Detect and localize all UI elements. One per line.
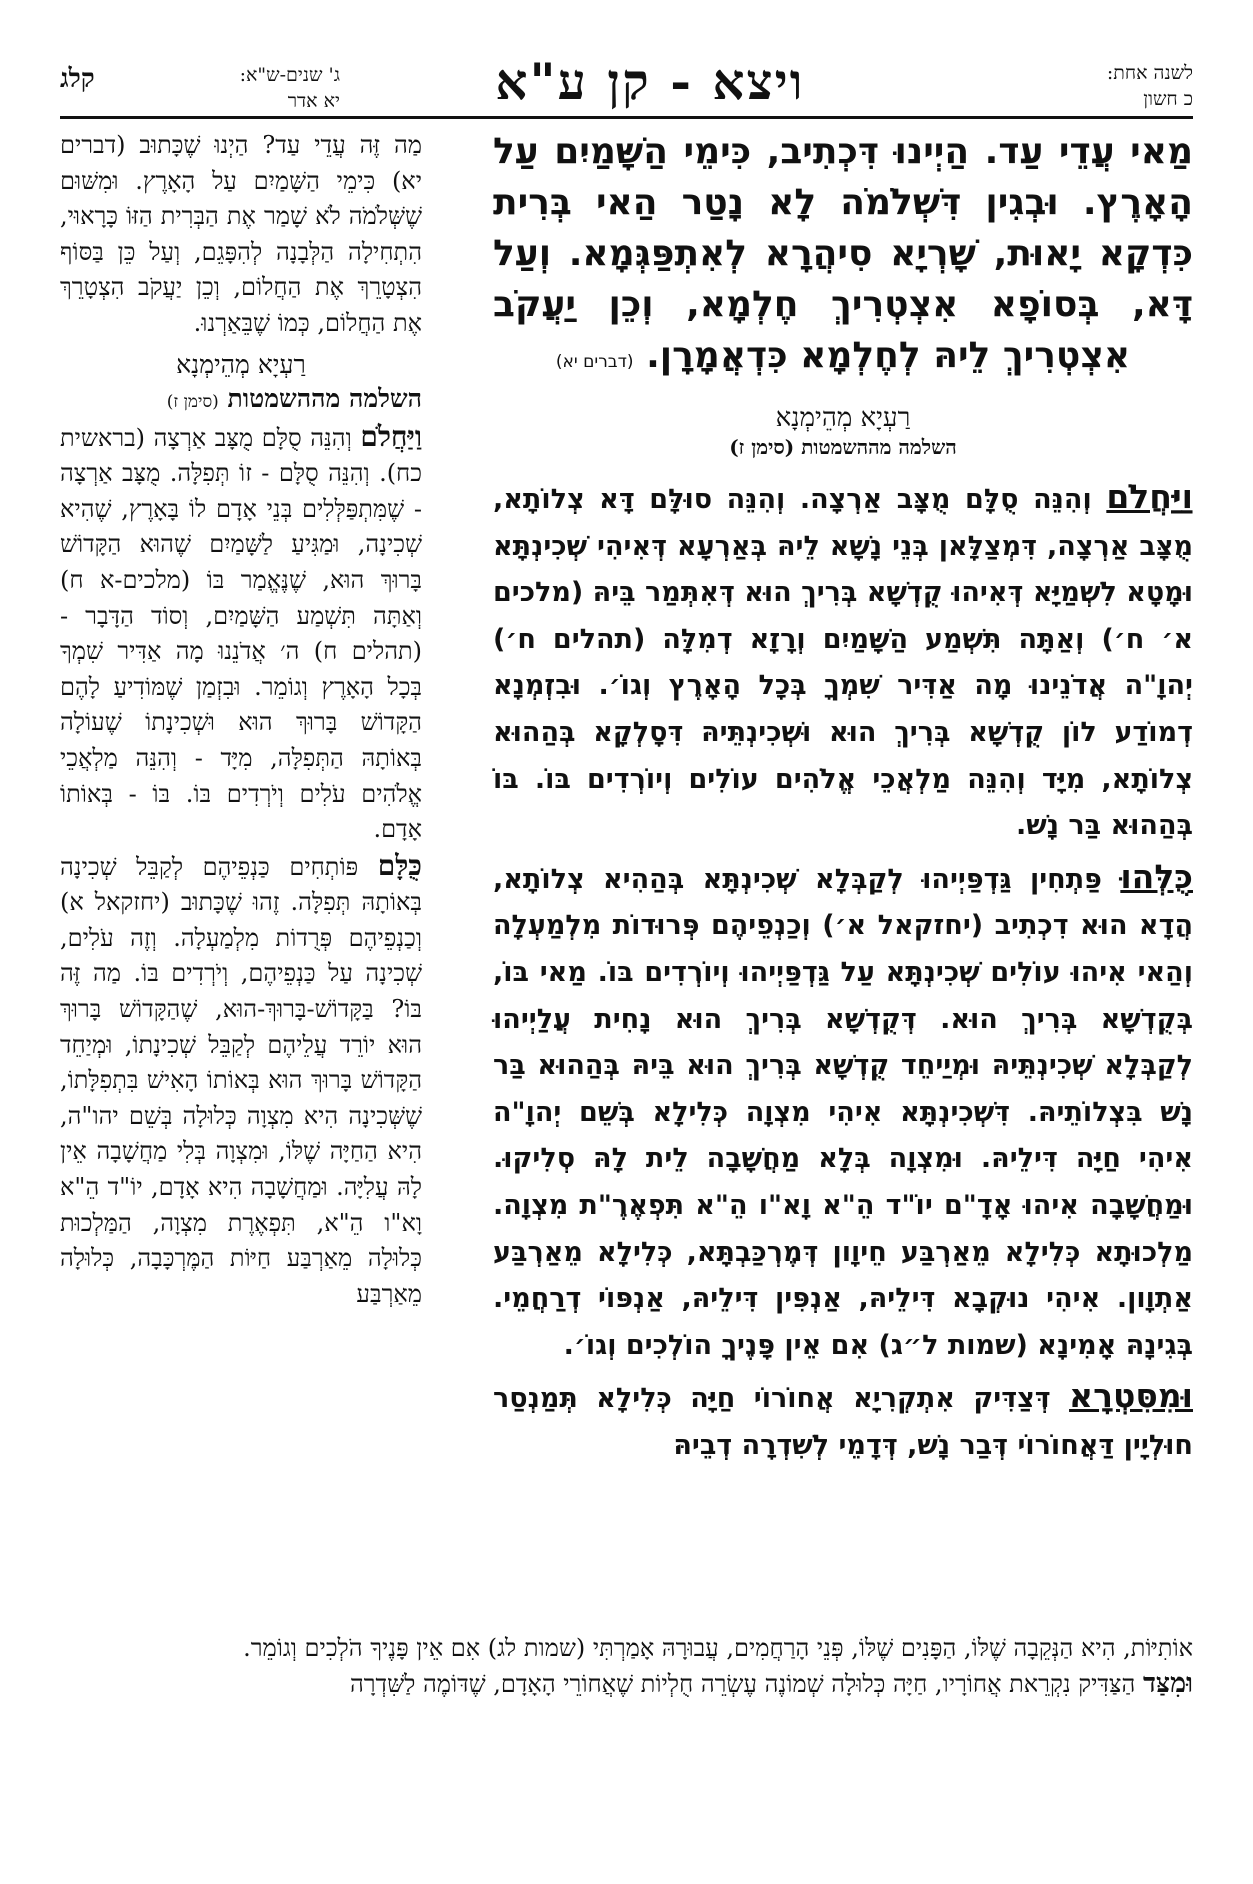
translation-paragraph (60, 848, 422, 1313)
paragraph (493, 474, 1193, 850)
page-number: קלג (60, 64, 95, 94)
translation-section-title: רַעְיָא מְהֵימְנָא (176, 349, 306, 379)
translation-section-subtitle (60, 382, 422, 419)
paragraph-lead-word: כֻּלְּהוּ (1120, 856, 1193, 896)
paragraph-text: פַּתְחִין גַּדְפַּיְיהוּ לְקַבְּלָא שְׁכִינְתָּא בְּהַהִיא צְלוֹתָא, הֲדָא הוּא דִכְתִיב (יחזקאל א׳) וְכַנְפֵיהֶם פְּרוּדוֹת מִלְמַעְלָה וְהַאי אִיהוּ עוֹלִים שְׁכִינְתָּא עַל גַּדְפַּיְיהוּ וְיוֹרְדִים בּוֹ. מַאי בּוֹ, בְּקֻדְשָׁא בְּרִיךְ הוּא. דְּקֻדְשָׁא בְּרִיךְ הוּא נָחִית עֲלַיְיהוּ לְקַבְּלָא שְׁכִינְתֵּיהּ וּמְיַיחֵד קֻדְשָׁא בְּרִיךְ הוּא בֵּיהּ בְּהַהוּא בַּר נָשׁ בִּצְלוֹתֵיהּ. דִּשְׁכִינְתָּא אִיהִי מִצְוָה כְּלִילָא בְּשֵׁם יְהוָ"ה אִיהִי חַיָּה דִּילֵיהּ. וּמִצְוָה בְּלָא מַחֲשָׁבָה לֵית לָהּ סְלִיקוּ. וּמַחֲשָׁבָה אִיהוּ אָדָ"ם יוֹ"ד הֵ"א וָא"ו הֵ"א תִּפְאֶרֶ"ת מִצְוָה. מַלְכוּתָא כְּלִילָא מֵאַרְבַּע חֵיוָון דְּמֶרְכַּבְתָּא, כְּלִילָא מֵאַרְבַּע אַתְוָון. אִיהִי נוּקְבָא דִּילֵיהּ, אַנְפִּין דִּילֵיהּ, אַנְפּוֹי דְרַחֲמֵי. בְּגִינָהּ אָמִינָא (שמות ל״ג) אִם אֵין פָּנֶיךָ הוֹלְכִים וְגוֹ׳. (493, 863, 1193, 1361)
paragraph-lead-word: וַיַּחֲלֹם (360, 419, 422, 453)
source-reference: (דברים יא) (555, 352, 634, 372)
paragraph-lead-word: וּמִצַּד (1142, 1668, 1193, 1699)
header-divider (60, 116, 1193, 119)
opening-text: מַאי עֲדֵי עַד. הַיְינוּ דִּכְתִיב, כִּימֵי הַשָּׁמַיִם עַל הָאָרֶץ. וּבְגִין דִּשְׁלֹמֹה לָא נָטַר הַאי בְּרִית כִּדְקָא יָאוּת, שָׁרְיָא סִיהֲרָא לְאִתְפַּגְּמָא. וְעַל דָּא, בְּסוֹפָא אִצְטְרִיךְ חֶלְמָא, וְכֵן יַעֲקֹב אִצְטְרִיךְ לֵיהּ לְחֶלְמָא כִּדְאֲמָרָן. (493, 131, 1193, 376)
translation-paragraph (60, 1666, 1193, 1702)
paragraph-text: הַצַּדִּיק נִקְרֵאת אֲחוֹרָיו, חַיָּה כְּלוּלָה שְׁמוֹנֶה עֶשְׂרֵה חֻלְיוֹת שֶׁאֲחוֹרֵי הָאָדָם, שֶׁדּוֹמֶה לַשִּׁדְרָה (349, 1670, 1136, 1698)
opening-paragraph (493, 126, 1193, 388)
section-subtitle: השלמה מההשמטות (סימן ז) (729, 435, 957, 459)
translation-column (60, 128, 422, 1628)
translation-paragraph (60, 419, 422, 848)
paragraph-text: וְהִנֵּה סֻלָּם מֻצָּב אַרְצָה (בראשית כח). וְהִנֵּה סֻלָּם - זוֹ תְּפִלָּה. מֻצָּב אַרְצָה - שֶׁמִּתְפַּלְּלִים בְּנֵי אָדָם לוֹ בָּאָרֶץ, שֶׁהִיא שְׁכִינָה, וּמַגִּיעַ לַשָּׁמַיִם שֶׁהוּא הַקָּדוֹשׁ בָּרוּךְ הוּא, שֶׁנֶּאֱמַר בּוֹ (מלכים-א ח) וְאַתָּה תִּשְׁמַע הַשָּׁמַיִם, וְסוֹד הַדָּבָר - (תהלים ח) ה׳ אֲדֹנֵנוּ מָה אַדִּיר שִׁמְךָ בְּכָל הָאָרֶץ וְגוֹמֵר. וּבִזְמַן שֶׁמּוֹדִיעַ לָהֶם הַקָּדוֹשׁ בָּרוּךְ הוּא וּשְׁכִינָתוֹ שֶׁעוֹלָה בְּאוֹתָהּ הַתְּפִלָּה, מִיָּד - וְהִנֵּה מַלְאֲכֵי אֱלֹהִים עֹלִים וְיֹרְדִים בּוֹ. בּוֹ - בְּאוֹתוֹ אָדָם. (60, 423, 422, 844)
translation-continuation-line: אוֹתִיּוֹת, הִיא הַנְּקֵבָה שֶׁלּוֹ, הַפָּנִים שֶׁלּוֹ, פְּנֵי הָרַחֲמִים, עֲבוּרָהּ אָמַרְתִּי (שמות לג) אִם אֵין פָּנֶיךָ הֹלְכִים וְגוֹמֵר. (243, 1634, 1193, 1662)
translation-continuation (60, 1630, 1193, 1702)
section-title: רַעְיָא מְהֵימְנָא (775, 403, 911, 433)
paragraph (493, 854, 1193, 1370)
paragraph-lead-word: וּמִסִּטְרָא (1069, 1376, 1193, 1416)
paragraph-lead-word: כֻּלָּם (377, 848, 422, 882)
translation-opening: מַה זֶּה עֲדֵי עַד? הַיְנוּ שֶׁכָּתוּב (דברים יא) כִּימֵי הַשָּׁמַיִם עַל הָאָרֶץ. וּמִשּׁוּם שֶׁשְּׁלֹמֹה לֹא שָׁמַר אֶת הַבְּרִית הַזּוֹ כָּרָאוּי, הִתְחִילָה הַלְּבָנָה לְהִפָּגֵם, וְעַל כֵּן בַּסּוֹף הִצְטָרֵךְ אֶת הַחֲלוֹם, וְכֵן יַעֲקֹב הִצְטָרֵךְ אֶת הַחֲלוֹם, כְּמוֹ שֶׁבֵּאַרְנוּ. (60, 131, 422, 337)
paragraph-text: פּוֹתְחִים כַּנְפֵיהֶם לְקַבֵּל שְׁכִינָה בְּאוֹתָהּ תְּפִלָּה. זֶהוּ שֶׁכָּתוּב (יחזקאל א) וְכַנְפֵיהֶם פְּרֻדוֹת מִלְמַעְלָה. וְזֶה עֹלִים, שְׁכִינָה עַל כַּנְפֵיהֶם, וְיֹרְדִים בּוֹ. מַה זֶּה בּוֹ? בַּקָּדוֹשׁ-בָּרוּךְ-הוּא, שֶׁהַקָּדוֹשׁ בָּרוּךְ הוּא יוֹרֵד עֲלֵיהֶם לְקַבֵּל שְׁכִינָתוֹ, וּמְיַחֵד הַקָּדוֹשׁ בָּרוּךְ הוּא בְּאוֹתוֹ הָאִישׁ בִּתְפִלָּתוֹ, שֶׁשְּׁכִינָה הִיא מִצְוָה כְּלוּלָה בְּשֵׁם יהו"ה, הִיא הַחַיָּה שֶׁלּוֹ, וּמִצְוָה בְּלִי מַחֲשָׁבָה אֵין לָהּ עֲלִיָּה. וּמַחֲשָׁבָה הִיא אָדָם, יוֹ"ד הֵ"א וָא"ו הֵ"א, תִּפְאֶרֶת מִצְוָה, הַמַּלְכוּת כְּלוּלָה מֵאַרְבַּע חַיּוֹת הַמֶּרְכָּבָה, כְּלוּלָה מֵאַרְבַּע (60, 852, 422, 1308)
paragraph (493, 1373, 1193, 1469)
page-title: ויצא - קן ע"א (495, 52, 805, 111)
paragraph-lead-word: וַיַּחֲלֹם (1106, 477, 1193, 516)
main-column (493, 126, 1193, 1626)
header-schedule-date: כ חשון (1143, 88, 1193, 110)
header-schedule-date: יא אדר (287, 90, 340, 112)
source-reference: (סימן ז) (166, 391, 219, 412)
header-schedule-label: ג' שנים-ש"א: (239, 64, 340, 86)
translation-subtitle-text: השלמה מההשמטות (227, 383, 422, 413)
header-schedule-one-year (1053, 60, 1193, 112)
paragraph-text: דְּצַדִּיק אִתְקְרִיָא אֲחוֹרוֹי חַיָּה כְּלִילָא תְּמַנְסַר חוּלְיָין דַּאֲחוֹרוֹי דְּבַר נָשׁ, דְּדָמֵי לְשִׁדְרָה דְבֵיהּ (493, 1383, 1193, 1461)
header-schedule-label: לשנה אחת: (1106, 62, 1193, 84)
paragraph-text: וְהִנֵּה סֻלָּם מֻצָּב אַרְצָה. וְהִנֵּה סוּלָּם דָּא צְלוֹתָא, מֻצָּב אַרְצָה, דִּמְצַלָּאן בְּנֵי נָשָׁא לֵיהּ בְּאַרְעָא דְּאִיהִי שְׁכִינְתָּא וּמָטָא לִשְׁמַיָּא דְּאִיהוּ קֻדְשָׁא בְּרִיךְ הוּא דְּאִתְּמַר בֵּיהּ (מלכים א׳ ח׳) וְאַתָּה תִּשְׁמַע הַשָּׁמַיִם וְרָזָא דְמִלָּה (תהלים ח׳) יְהוָ"ה אֲדֹנֵינוּ מָה אַדִּיר שִׁמְךָ בְּכָל הָאָרֶץ וְגוֹ׳. וּבִזְמְנָא דְמוֹדַע לוֹן קֻדְשָׁא בְּרִיךְ הוּא וּשְׁכִינְתֵּיהּ דִּסָלְקָא בְּהַהוּא צְלוֹתָא, מִיָּד וְהִנֵּה מַלְאֲכֵי אֱלֹהִים עוֹלִים וְיוֹרְדִים בּוֹ. בּוֹ בְּהַהוּא בַּר נָשׁ. (493, 484, 1193, 842)
